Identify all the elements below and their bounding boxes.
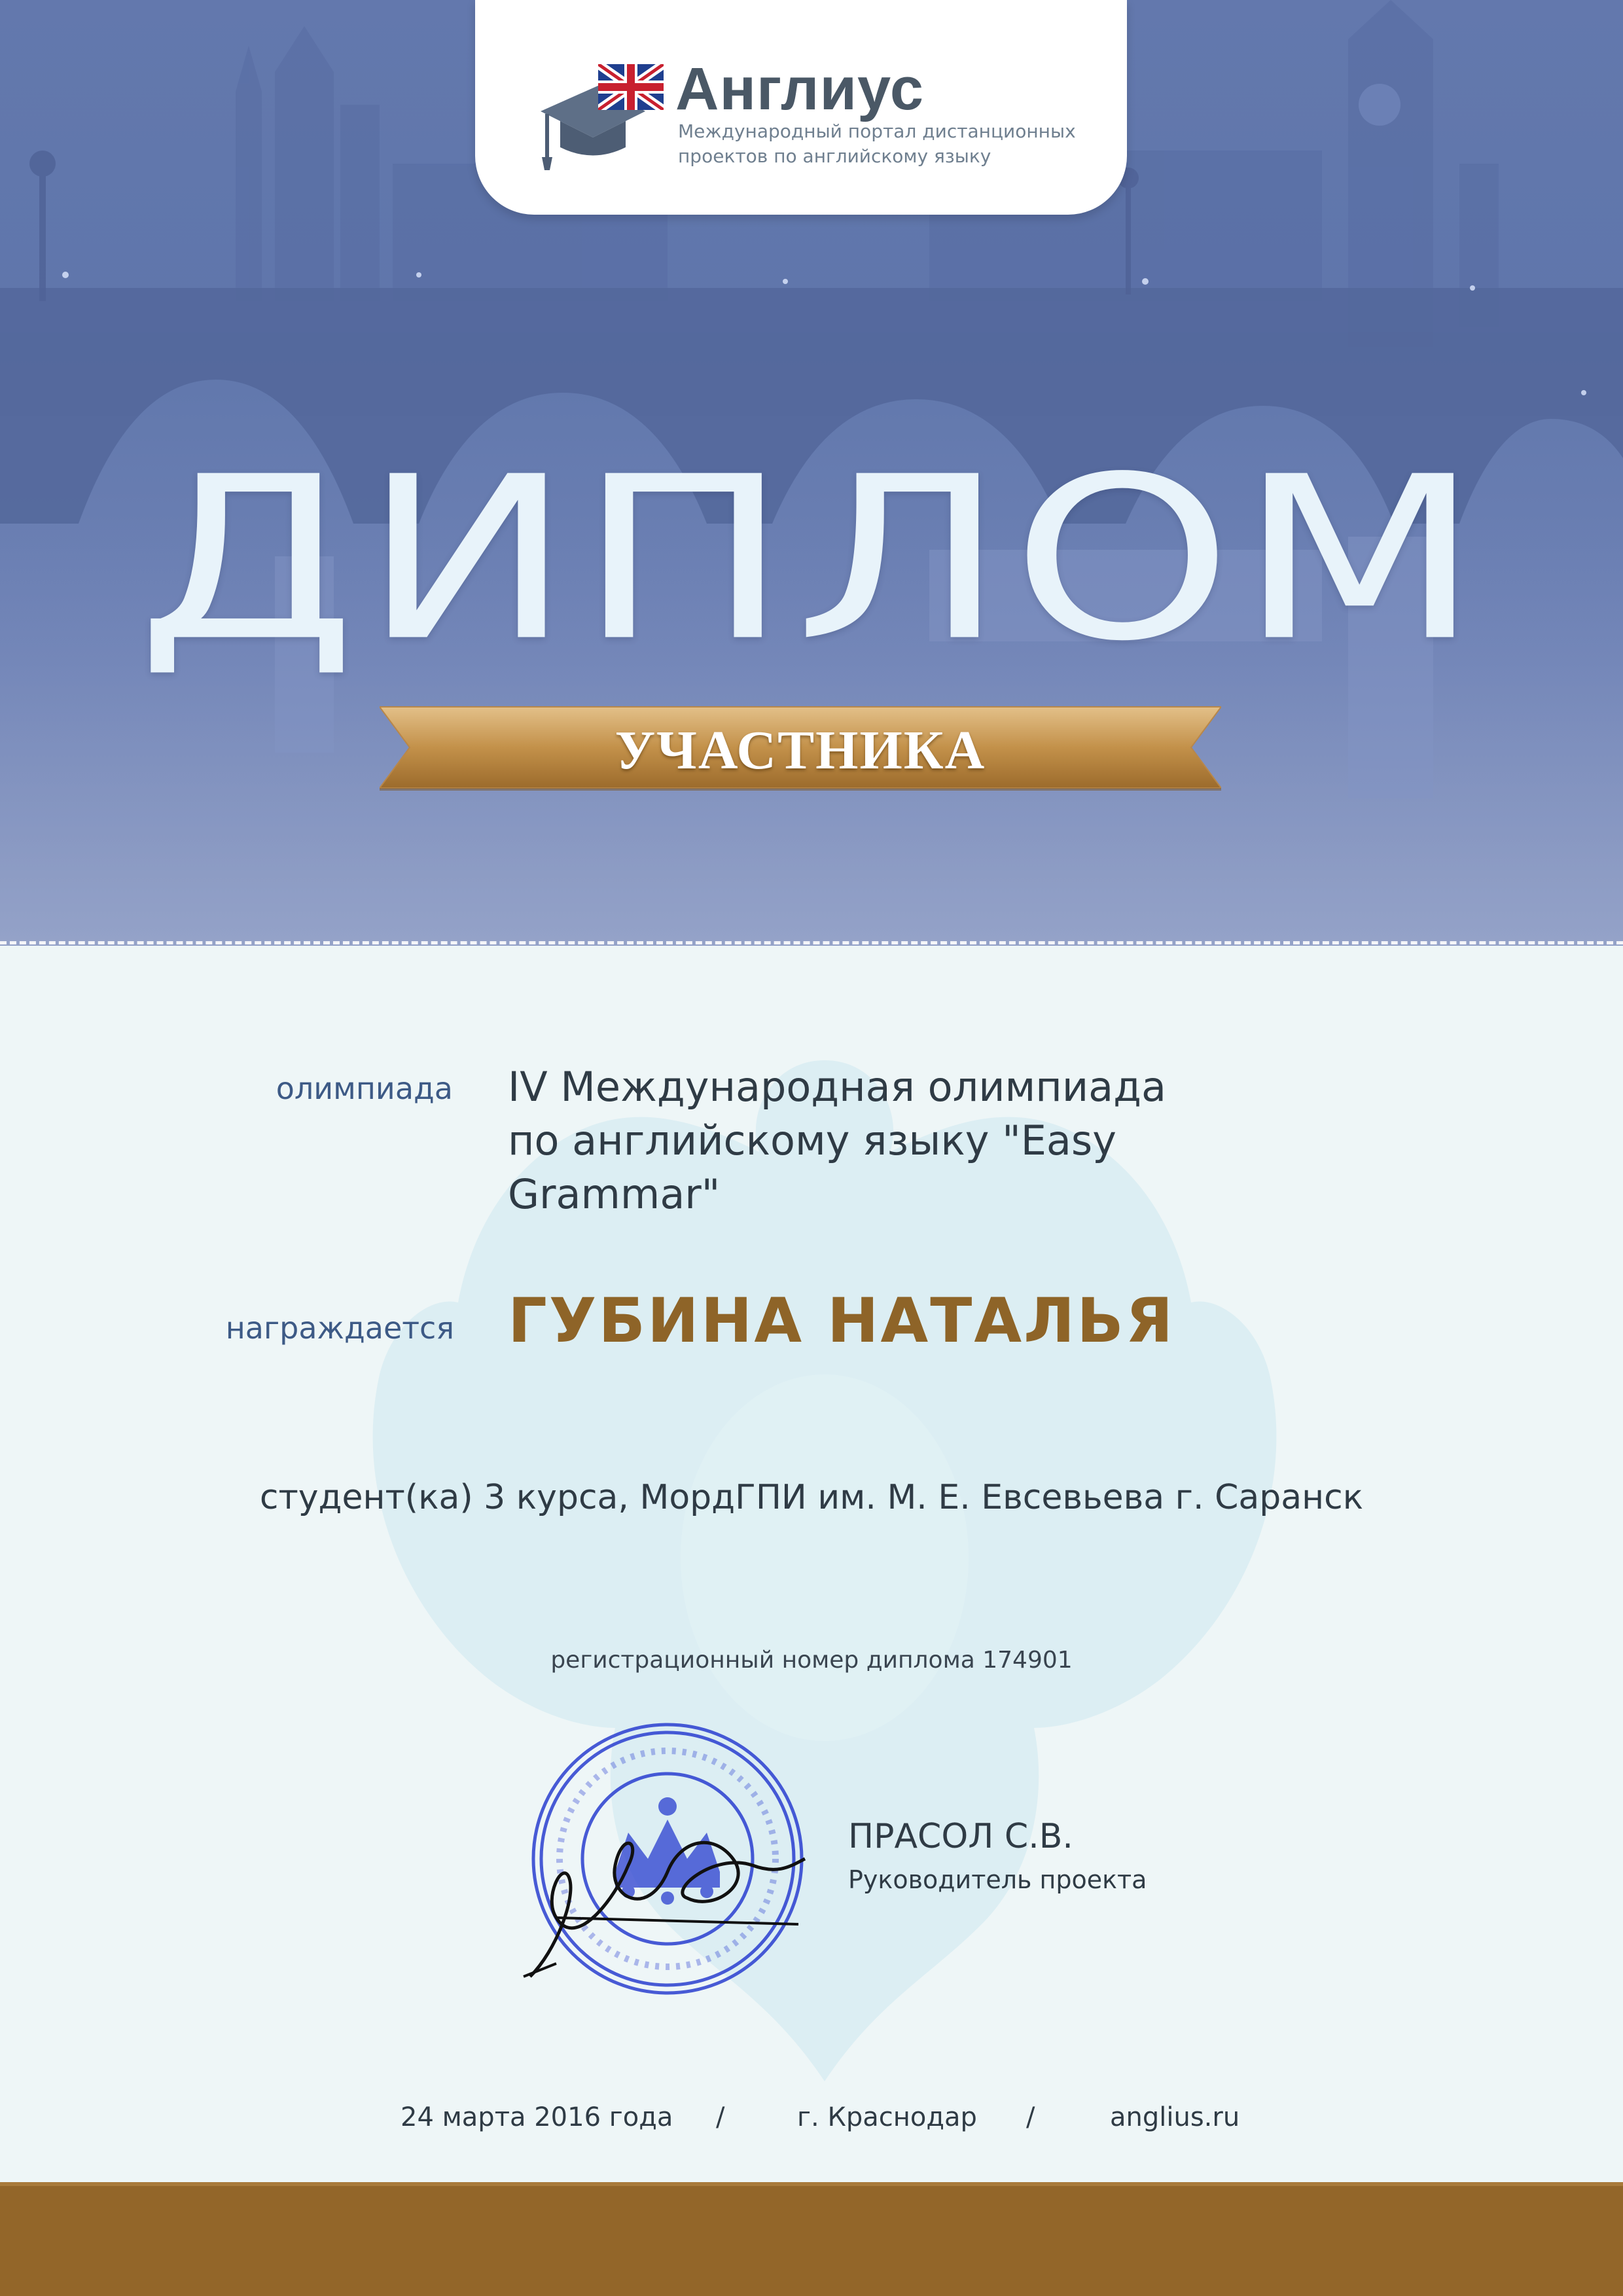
logo-card xyxy=(475,0,1127,215)
olympiad-label: олимпиада xyxy=(276,1071,453,1106)
bottom-bar-highlight xyxy=(0,2182,1623,2186)
diploma-title xyxy=(0,419,1623,700)
ribbon-label: УЧАСТНИКА xyxy=(615,720,986,781)
signatory-name: ПРАСОЛ С.В. xyxy=(848,1817,1073,1856)
bottom-bar xyxy=(0,2182,1623,2296)
footer-city: г. Краснодар xyxy=(797,2102,977,2132)
olympiad-title-line2: по английскому языку "Easy xyxy=(508,1117,1116,1164)
uk-flag-icon xyxy=(598,64,664,110)
footer-website[interactable]: anglius.ru xyxy=(1110,2102,1240,2132)
footer-separator-2: / xyxy=(1026,2102,1035,2132)
olympiad-title xyxy=(508,1060,1166,1221)
signatory-role: Руководитель проекта xyxy=(848,1865,1147,1894)
olympiad-title-line1: IV Международная олимпиада xyxy=(508,1063,1166,1111)
awarded-label: награждается xyxy=(225,1310,454,1346)
logo-subtitle-line1: Международный портал дистанционных xyxy=(678,120,1076,142)
awardee-name: ГУБИНА НАТАЛЬЯ xyxy=(508,1285,1175,1357)
dashed-divider xyxy=(0,941,1623,944)
logo-subtitle-line2: проектов по английскому языку xyxy=(678,145,991,167)
awardee-info: студент(ка) 3 курса, МордГПИ им. М. Е. Евсевьева г. Саранск xyxy=(259,1478,1364,1517)
olympiad-title-line3: Grammar" xyxy=(508,1170,721,1218)
registration-number: регистрационный номер диплома 174901 xyxy=(550,1647,1073,1674)
logo-subtitle xyxy=(678,119,1076,169)
footer-date: 24 марта 2016 года xyxy=(401,2102,673,2132)
official-stamp-image xyxy=(517,1702,818,2003)
diploma-title-text: ДИПЛОМ xyxy=(137,429,1486,691)
footer-separator-1: / xyxy=(716,2102,725,2132)
logo-name: Англиус xyxy=(675,56,925,122)
